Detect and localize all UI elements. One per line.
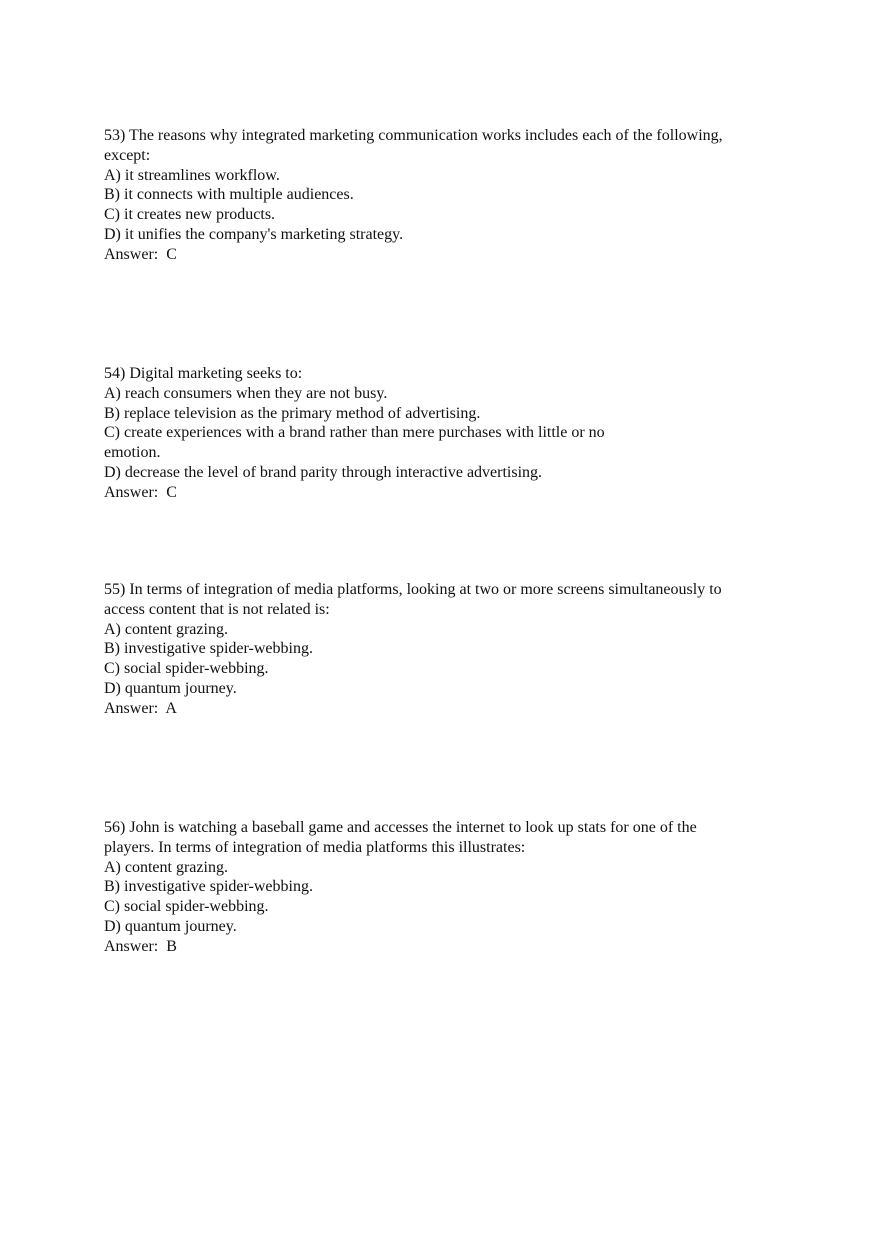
answer-text: Answer: C xyxy=(104,245,177,263)
option-d: D) it unifies the company's marketing strategy. xyxy=(104,225,404,243)
question-stem-line: players. In terms of integration of media platforms this illustrates: xyxy=(104,838,526,856)
question-stem-line: 54) Digital marketing seeks to: xyxy=(104,365,303,382)
option-b: B) it connects with multiple audiences. xyxy=(104,186,354,204)
option-c: C) create experiences with a brand rather than mere purchases with little or no xyxy=(104,424,605,442)
answer-text: Answer: A xyxy=(104,699,177,717)
question-stem-line: except: xyxy=(104,146,151,164)
question-56 xyxy=(104,818,784,957)
answer-text: Answer: B xyxy=(104,937,177,955)
option-c: C) it creates new products. xyxy=(104,206,276,224)
option-a: A) content grazing. xyxy=(104,620,228,638)
option-d: D) decrease the level of brand parity through interactive advertising. xyxy=(104,463,543,481)
option-c-continued: emotion. xyxy=(104,444,161,462)
option-b: B) investigative spider-webbing. xyxy=(104,878,313,896)
option-a: A) it streamlines workflow. xyxy=(104,166,280,184)
option-b: B) investigative spider-webbing. xyxy=(104,640,313,658)
option-b: B) replace television as the primary method of advertising. xyxy=(104,404,481,422)
option-a: A) reach consumers when they are not busy. xyxy=(104,384,388,402)
option-c: C) social spider-webbing. xyxy=(104,660,269,678)
question-55 xyxy=(104,580,784,719)
answer-text: Answer: C xyxy=(104,483,177,501)
question-stem-line: 55) In terms of integration of media platforms, looking at two or more screens simultaneously to xyxy=(104,581,722,598)
question-54 xyxy=(104,364,784,503)
question-53 xyxy=(104,126,784,265)
question-stem-line: access content that is not related is: xyxy=(104,600,330,618)
question-stem-line: 53) The reasons why integrated marketing communication works includes each of the following, xyxy=(104,127,723,144)
option-d: D) quantum journey. xyxy=(104,679,237,697)
option-c: C) social spider-webbing. xyxy=(104,898,269,916)
question-stem-line: 56) John is watching a baseball game and accesses the internet to look up stats for one of the xyxy=(104,819,697,836)
option-d: D) quantum journey. xyxy=(104,917,237,935)
option-a: A) content grazing. xyxy=(104,858,228,876)
